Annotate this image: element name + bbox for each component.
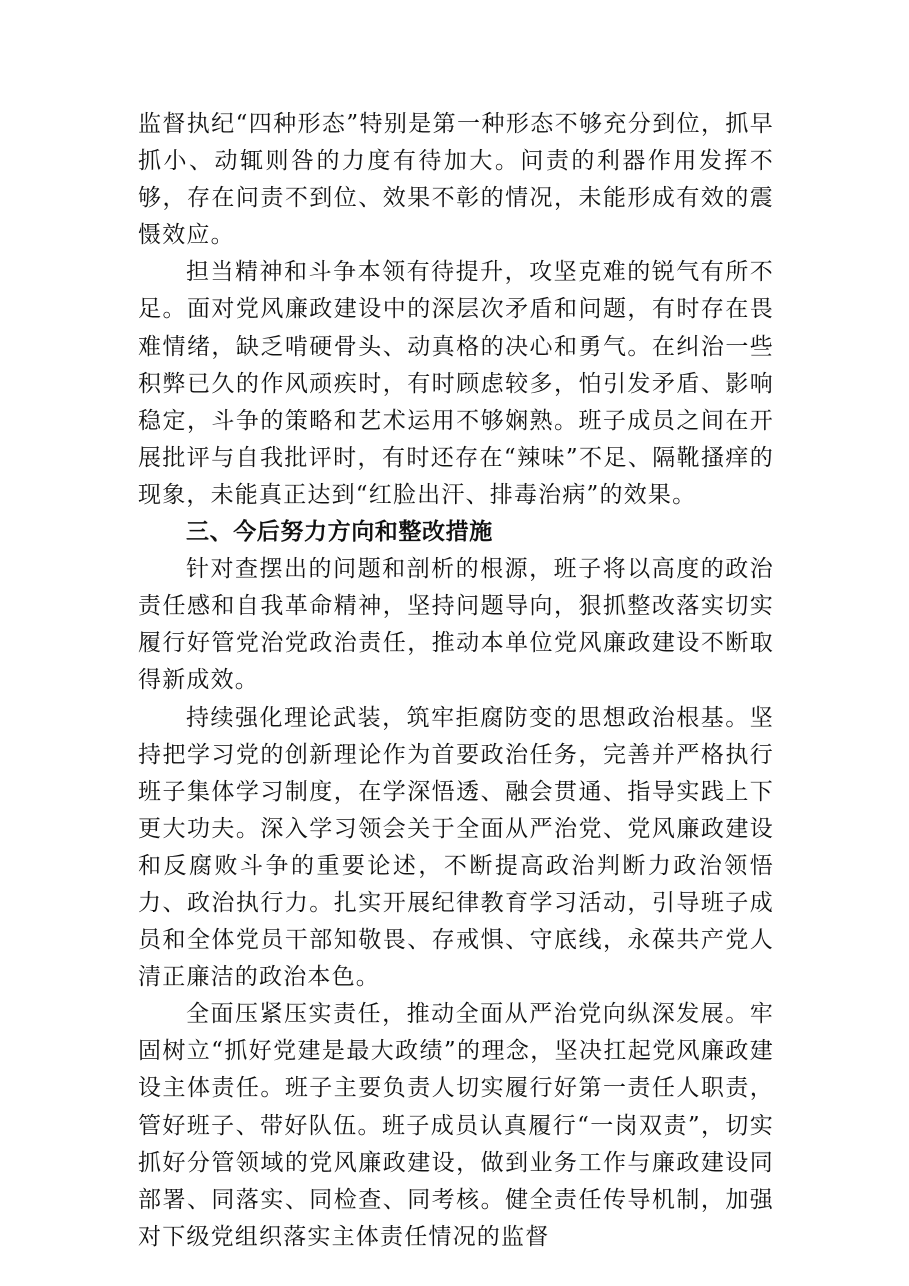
paragraph-theory: 持续强化理论武装，筑牢拒腐防变的思想政治根基。坚持把学习党的创新理论作为首要政治任务，完善并严格执行班子集体学习制度，在学深悟透、融会贯通、指导实践上下更大功夫。深入学习领会关于全面从严治党、党风廉政建设和反腐败斗争的重要论述，不断提高政治判断力政治领悟力、政治执行力。扎实开展纪律教育学习活动，引导班子成员和全体党员干部知敬畏、存戒惧、守底线，永葆共产党人清正廉洁的政治本色。 bbox=[138, 704, 774, 991]
paragraph-intro: 针对查摆出的问题和剖析的根源，班子将以高度的政治责任感和自我革命精神，坚持问题导向，狠抓整改落实切实履行好管党治党政治责任，推动本单位党风廉政建设不断取得新成效。 bbox=[138, 556, 774, 694]
paragraph-responsibility-spirit: 担当精神和斗争本领有待提升，攻坚克难的锐气有所不足。面对党风廉政建设中的深层次矛盾和问题，有时存在畏难情绪，缺乏啃硬骨头、动真格的决心和勇气。在纠治一些积弊已久的作风顽疾时，有时顾虑较多，怕引发矛盾、影响稳定，斗争的策略和艺术运用不够娴熟。班子成员之间在开展批评与自我批评时，有时还存在“辣味”不足、隔靴搔痒的现象，未能真正达到“红脸出汗、排毒治病”的效果。 bbox=[138, 259, 774, 508]
paragraph-continuation: 监督执纪“四种形态”特别是第一种形态不够充分到位，抓早抓小、动辄则咎的力度有待加大。问责的利器作用发挥不够，存在问责不到位、效果不彰的情况，未能形成有效的震慑效应。 bbox=[138, 111, 774, 249]
section-heading: 三、今后努力方向和整改措施 bbox=[186, 519, 493, 546]
document-body bbox=[138, 106, 774, 1256]
paragraph-responsibility: 全面压紧压实责任，推动全面从严治党向纵深发展。牢固树立“抓好党建是最大政绩”的理念，坚决扛起党风廉政建设主体责任。班子主要负责人切实履行好第一责任人职责，管好班子、带好队伍。班子成员认真履行“一岗双责”，切实抓好分管领域的党风廉政建设，做到业务工作与廉政建设同部署、同落实、同检查、同考核。健全责任传导机制，加强对下级党组织落实主体责任情况的监督 bbox=[138, 1001, 774, 1250]
